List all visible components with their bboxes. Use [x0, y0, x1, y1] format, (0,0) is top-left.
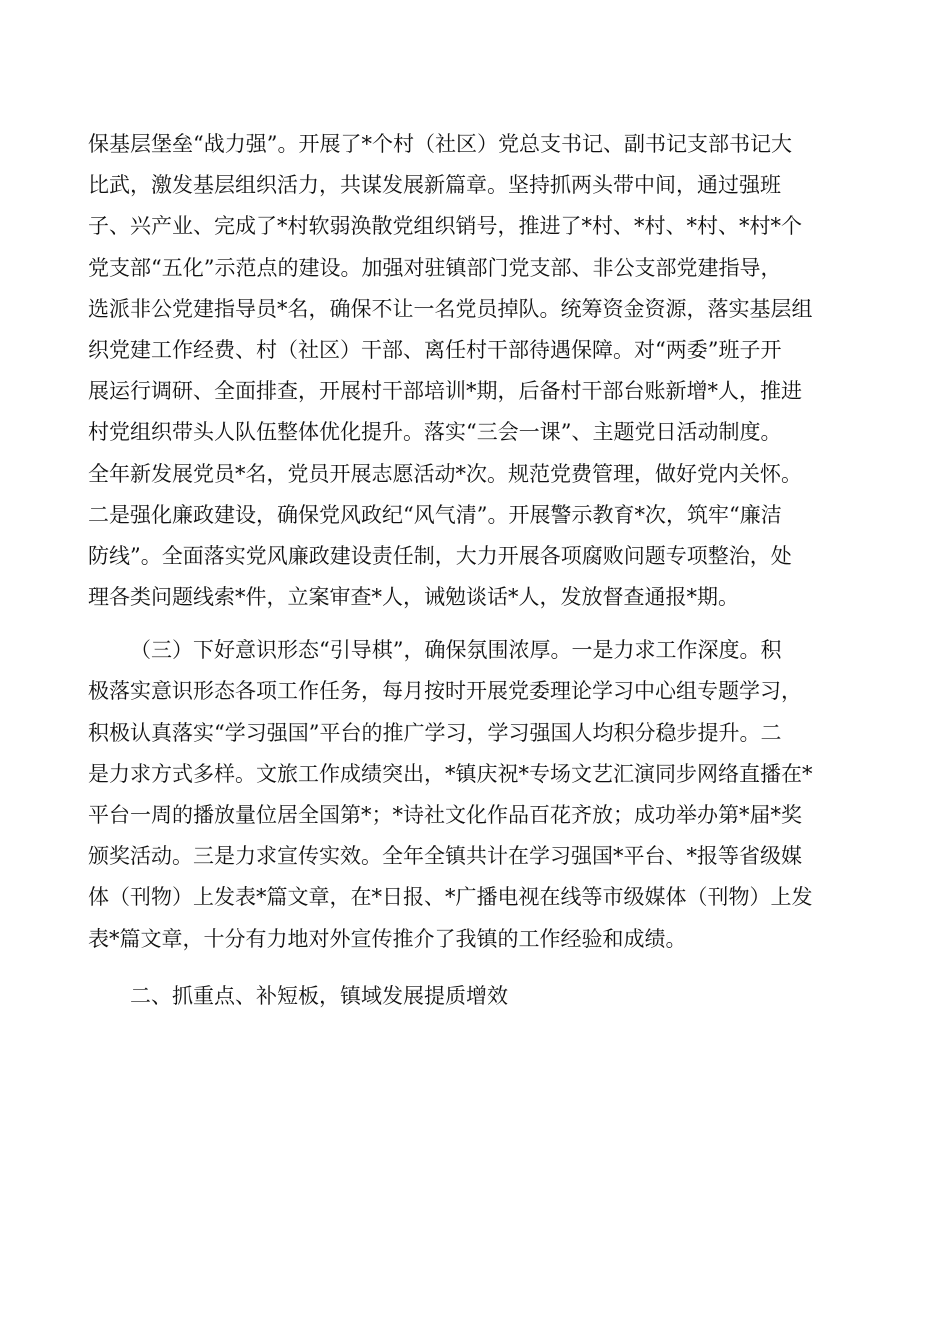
text-line: 颁奖活动。三是力求宣传实效。全年全镇共计在学习强国*平台、*报等省级媒 [88, 844, 802, 869]
text-line: 村党组织带头人队伍整体优化提升。落实“三会一课”、主题党日活动制度。 [88, 420, 782, 445]
document-body [88, 124, 863, 1017]
text-line: 党支部“五化”示范点的建设。加强对驻镇部门党支部、非公支部党建指导， [88, 255, 782, 280]
paragraph-spacer [88, 618, 863, 630]
text-line: 比武，激发基层组织活力，共谋发展新篇章。坚持抓两头带中间，通过强班 [88, 173, 781, 198]
text-line: 理各类问题线索*件，立案审查*人，诫勉谈话*人，发放督查通报*期。 [88, 585, 739, 610]
text-line: 二是强化廉政建设，确保党风政纪“风气清”。开展警示教育*次，筑牢“廉洁 [88, 502, 782, 527]
text-line: 表*篇文章，十分有力地对外宣传推介了我镇的工作经验和成绩。 [88, 926, 687, 951]
text-line: 积极认真落实“学习强国”平台的推广学习，学习强国人均积分稳步提升。二 [88, 720, 782, 745]
text-line: （三）下好意识形态“引导棋”，确保氛围浓厚。一是力求工作深度。积 [130, 638, 782, 663]
text-line: 极落实意识形态各项工作任务，每月按时开展党委理论学习中心组专题学习， [88, 679, 802, 704]
text-line: 展运行调研、全面排查，开展村干部培训*期，后备村干部台账新增*人，推进 [88, 379, 802, 404]
text-line: 全年新发展党员*名，党员开展志愿活动*次。规范党费管理，做好党内关怀。 [88, 461, 802, 486]
paragraph-party-building [88, 124, 863, 618]
text-line: 防线”。全面落实党风廉政建设责任制，大力开展各项腐败问题专项整治，处 [88, 543, 792, 568]
text-line: 是力求方式多样。文旅工作成绩突出，*镇庆祝*专场文艺汇演同步网络直播在* [88, 761, 813, 786]
text-line: 织党建工作经费、村（社区）干部、离任村干部待遇保障。对“两委”班子开 [88, 337, 782, 362]
paragraph-ideology [88, 630, 863, 960]
text-line: 平台一周的播放量位居全国第*；*诗社文化作品百花齐放；成功举办第*届*奖 [88, 803, 802, 827]
section-heading: 二、抓重点、补短板，镇域发展提质增效 [130, 983, 508, 1008]
text-line: 选派非公党建指导员*名，确保不让一名党员掉队。统筹资金资源，落实基层组 [88, 296, 813, 321]
text-line: 子、兴产业、完成了*村软弱涣散党组织销号，推进了*村、*村、*村、*村*个 [88, 214, 802, 239]
text-line: 保基层堡垒“战力强”。开展了*个村（社区）党总支书记、副书记支部书记大 [88, 132, 792, 156]
paragraph-spacer [88, 960, 863, 972]
text-line: 体（刊物）上发表*篇文章，在*日报、*广播电视在线等市级媒体（刊物）上发 [88, 885, 813, 910]
